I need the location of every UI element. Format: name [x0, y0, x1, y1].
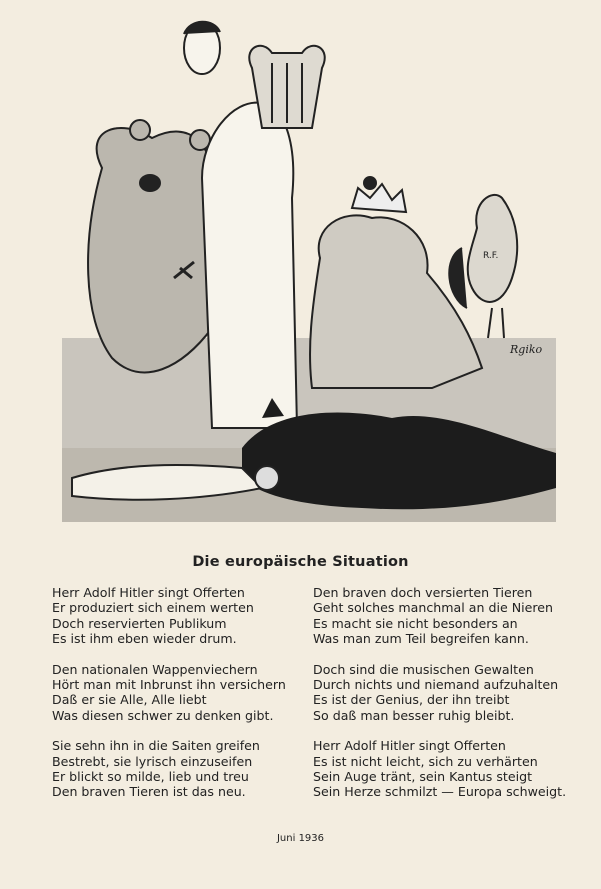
stanza-3 — [52, 738, 302, 800]
stanza-5 — [313, 662, 583, 724]
poem-line: Es macht sie nicht besonders an — [313, 615, 518, 631]
poem-line: Daß er sie Alle, Alle liebt — [52, 692, 207, 708]
poem-line: Er produziert sich einem werten — [52, 600, 254, 616]
poem-line: Bestrebt, sie lyrisch einzuseifen — [52, 753, 253, 769]
poem-title: Die europäische Situation — [192, 554, 409, 570]
publication-date: Juni 1936 — [276, 833, 325, 844]
stanza-1 — [52, 585, 302, 647]
poem-line: Was diesen schwer zu denken gibt. — [52, 707, 274, 723]
poem-line: Es ist ihm eben wieder drum. — [52, 631, 237, 647]
poem-line: Den braven doch versierten Tieren — [313, 585, 533, 600]
poem-line: Geht solches manchmal an die Nieren — [313, 600, 554, 616]
stanza-2 — [52, 662, 302, 724]
poem-line: Doch sind die musischen Gewalten — [313, 661, 534, 677]
poem-line: Sein Auge tränt, sein Kantus steigt — [313, 769, 533, 785]
poem-line: Sein Herze schmilzt — Europa schweigt. — [313, 784, 567, 800]
poem-line: Hört man mit Inbrunst ihn versichern — [52, 677, 286, 693]
svg-text:R.F.: R.F. — [483, 251, 499, 261]
poem-left-column — [52, 585, 302, 815]
poem-line: Herr Adolf Hitler singt Offerten — [313, 738, 506, 754]
poem-right-column — [313, 585, 583, 815]
poem-line: Herr Adolf Hitler singt Offerten — [52, 585, 245, 600]
artist-signature: Rgiko — [510, 343, 543, 356]
poem-line: Sie sehn ihn in die Saiten greifen — [52, 738, 260, 754]
stanza-4 — [313, 585, 583, 647]
poem-line: Es ist der Genius, der ihn treibt — [313, 692, 510, 708]
poem-line: Den braven Tieren ist das neu. — [52, 784, 246, 800]
poem-line: Was man zum Teil begreifen kann. — [313, 631, 529, 647]
cartoon-illustration — [62, 8, 556, 522]
poem-line: Er blickt so milde, lieb und treu — [52, 769, 249, 785]
poem-line: So daß man besser ruhig bleibt. — [313, 707, 515, 723]
poem-line: Durch nichts und niemand aufzuhalten — [313, 677, 559, 693]
poem-line: Es ist nicht leicht, sich zu verhärten — [313, 753, 538, 769]
stanza-6 — [313, 738, 583, 800]
poem-line: Doch reservierten Publikum — [52, 615, 227, 631]
poem-line: Den nationalen Wappenviechern — [52, 661, 258, 677]
